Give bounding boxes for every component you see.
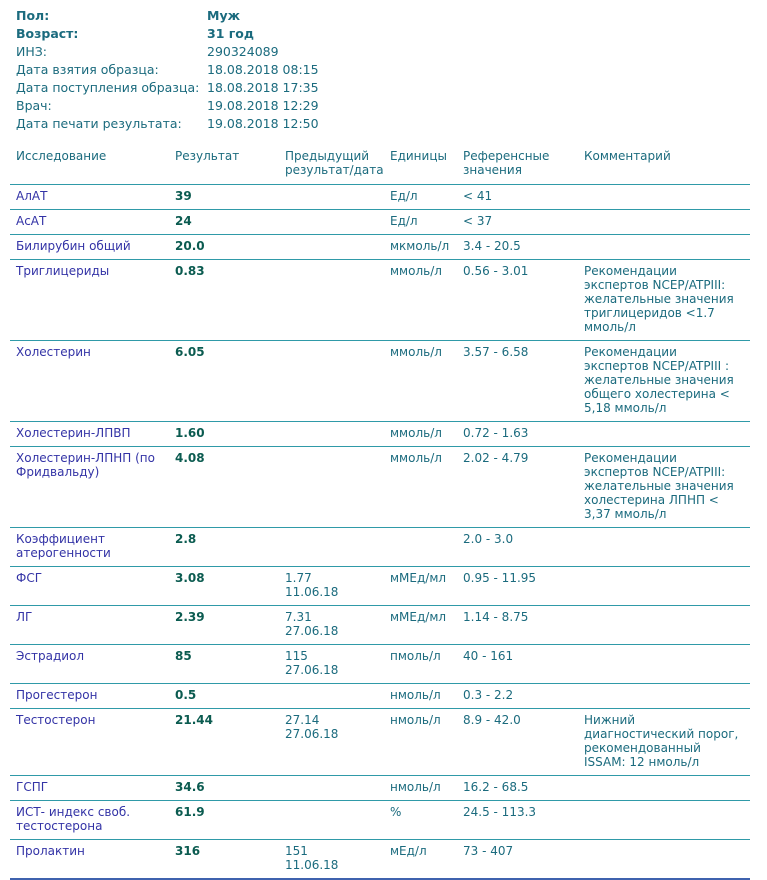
reference-cell: 73 - 407 bbox=[463, 840, 584, 880]
previous-result-cell bbox=[285, 840, 390, 880]
previous-result-cell bbox=[285, 210, 390, 235]
table-row bbox=[10, 210, 750, 235]
reference-cell: 2.02 - 4.79 bbox=[463, 447, 584, 528]
patient-row bbox=[16, 25, 767, 43]
previous-result-date: 11.06.18 bbox=[285, 585, 339, 599]
table-row bbox=[10, 447, 750, 528]
patient-field-value: 19.08.2018 12:29 bbox=[207, 98, 319, 113]
reference-cell: 3.4 - 20.5 bbox=[463, 235, 584, 260]
comment-cell bbox=[584, 776, 750, 801]
result-cell: 0.83 bbox=[175, 260, 285, 341]
column-header-units: Единицы bbox=[390, 146, 463, 185]
column-header-test: Исследование bbox=[10, 146, 175, 185]
units-cell: ммоль/л bbox=[390, 260, 463, 341]
comment-cell bbox=[584, 801, 750, 840]
comment-cell bbox=[584, 528, 750, 567]
patient-row bbox=[16, 43, 767, 61]
result-cell: 21.44 bbox=[175, 709, 285, 776]
column-header-result: Результат bbox=[175, 146, 285, 185]
previous-result-value: 7.31 bbox=[285, 610, 312, 624]
table-row bbox=[10, 709, 750, 776]
previous-result-cell bbox=[285, 447, 390, 528]
column-header-comment: Комментарий bbox=[584, 146, 750, 185]
table-row bbox=[10, 801, 750, 840]
comment-cell bbox=[584, 645, 750, 684]
result-cell: 2.39 bbox=[175, 606, 285, 645]
previous-result-cell bbox=[285, 567, 390, 606]
units-cell: мкмоль/л bbox=[390, 235, 463, 260]
test-name-cell: ИСТ- индекс своб. тестостерона bbox=[10, 801, 175, 840]
previous-result-date: 27.06.18 bbox=[285, 727, 339, 741]
result-cell: 1.60 bbox=[175, 422, 285, 447]
test-name-cell: Билирубин общий bbox=[10, 235, 175, 260]
reference-cell: 8.9 - 42.0 bbox=[463, 709, 584, 776]
patient-field-value: 19.08.2018 12:50 bbox=[207, 116, 319, 131]
table-row bbox=[10, 776, 750, 801]
test-name-cell: ЛГ bbox=[10, 606, 175, 645]
units-cell: Ед/л bbox=[390, 210, 463, 235]
result-cell: 2.8 bbox=[175, 528, 285, 567]
previous-result-value: 115 bbox=[285, 649, 308, 663]
units-cell: нмоль/л bbox=[390, 776, 463, 801]
results-table bbox=[10, 146, 750, 880]
column-header-previous: Предыдущий результат/дата bbox=[285, 146, 390, 185]
result-cell: 3.08 bbox=[175, 567, 285, 606]
comment-cell bbox=[584, 185, 750, 210]
units-cell: ммоль/л bbox=[390, 422, 463, 447]
test-name-cell: Эстрадиол bbox=[10, 645, 175, 684]
comment-cell bbox=[584, 840, 750, 880]
units-cell: пмоль/л bbox=[390, 645, 463, 684]
test-name-cell: ГСПГ bbox=[10, 776, 175, 801]
result-cell: 85 bbox=[175, 645, 285, 684]
previous-result-cell bbox=[285, 260, 390, 341]
table-row bbox=[10, 567, 750, 606]
table-row bbox=[10, 528, 750, 567]
reference-cell: 0.3 - 2.2 bbox=[463, 684, 584, 709]
reference-cell: 0.56 - 3.01 bbox=[463, 260, 584, 341]
result-cell: 20.0 bbox=[175, 235, 285, 260]
previous-result-value: 1.77 bbox=[285, 571, 312, 585]
table-row bbox=[10, 606, 750, 645]
comment-cell bbox=[584, 606, 750, 645]
test-name-cell: АлАТ bbox=[10, 185, 175, 210]
test-name-cell: Прогестерон bbox=[10, 684, 175, 709]
previous-result-cell bbox=[285, 709, 390, 776]
test-name-cell: Холестерин-ЛПВП bbox=[10, 422, 175, 447]
units-cell bbox=[390, 528, 463, 567]
previous-result-cell bbox=[285, 185, 390, 210]
units-cell: мМЕд/мл bbox=[390, 567, 463, 606]
previous-result-cell bbox=[285, 776, 390, 801]
result-cell: 24 bbox=[175, 210, 285, 235]
previous-result-date: 27.06.18 bbox=[285, 624, 339, 638]
previous-result-date: 27.06.18 bbox=[285, 663, 339, 677]
reference-cell: 0.95 - 11.95 bbox=[463, 567, 584, 606]
patient-field-value: 18.08.2018 17:35 bbox=[207, 80, 319, 95]
result-cell: 0.5 bbox=[175, 684, 285, 709]
column-header-reference: Референсные значения bbox=[463, 146, 584, 185]
patient-field-value: 31 год bbox=[207, 26, 254, 41]
reference-cell: 3.57 - 6.58 bbox=[463, 341, 584, 422]
previous-result-cell bbox=[285, 235, 390, 260]
patient-row bbox=[16, 7, 767, 25]
test-name-cell: Триглицериды bbox=[10, 260, 175, 341]
patient-field-label: ИНЗ: bbox=[16, 44, 47, 59]
previous-result-value: 151 bbox=[285, 844, 308, 858]
table-row bbox=[10, 260, 750, 341]
test-name-cell: ФСГ bbox=[10, 567, 175, 606]
comment-cell: Нижний диагностический порог, рекомендованный ISSAM: 12 нмоль/л bbox=[584, 709, 750, 776]
units-cell: нмоль/л bbox=[390, 684, 463, 709]
patient-field-label: Возраст: bbox=[16, 26, 79, 41]
patient-field-label: Дата взятия образца: bbox=[16, 62, 159, 77]
units-cell: мЕд/л bbox=[390, 840, 463, 880]
comment-cell bbox=[584, 567, 750, 606]
patient-row bbox=[16, 97, 767, 115]
reference-cell: < 37 bbox=[463, 210, 584, 235]
test-name-cell: Тестостерон bbox=[10, 709, 175, 776]
patient-row bbox=[16, 115, 767, 133]
table-row bbox=[10, 341, 750, 422]
reference-cell: 0.72 - 1.63 bbox=[463, 422, 584, 447]
comment-cell bbox=[584, 210, 750, 235]
previous-result-cell bbox=[285, 528, 390, 567]
comment-cell bbox=[584, 684, 750, 709]
result-cell: 61.9 bbox=[175, 801, 285, 840]
comment-cell bbox=[584, 235, 750, 260]
reference-cell: 40 - 161 bbox=[463, 645, 584, 684]
reference-cell: 2.0 - 3.0 bbox=[463, 528, 584, 567]
patient-row bbox=[16, 61, 767, 79]
table-row bbox=[10, 185, 750, 210]
patient-field-value: Муж bbox=[207, 8, 241, 23]
comment-cell: Рекомендации экспертов NCEP/ATPIII: желательные значения триглицеридов <1.7 ммоль/л bbox=[584, 260, 750, 341]
test-name-cell: Холестерин-ЛПНП (по Фридвальду) bbox=[10, 447, 175, 528]
reference-cell: 16.2 - 68.5 bbox=[463, 776, 584, 801]
reference-cell: 1.14 - 8.75 bbox=[463, 606, 584, 645]
result-cell: 316 bbox=[175, 840, 285, 880]
reference-cell: 24.5 - 113.3 bbox=[463, 801, 584, 840]
test-name-cell: Коэффициент атерогенности bbox=[10, 528, 175, 567]
table-header-row bbox=[10, 146, 750, 185]
patient-info bbox=[0, 7, 767, 133]
previous-result-cell bbox=[285, 645, 390, 684]
result-cell: 34.6 bbox=[175, 776, 285, 801]
patient-field-value: 290324089 bbox=[207, 44, 279, 59]
comment-cell bbox=[584, 422, 750, 447]
result-cell: 39 bbox=[175, 185, 285, 210]
previous-result-cell bbox=[285, 801, 390, 840]
patient-field-label: Дата печати результата: bbox=[16, 116, 182, 131]
patient-field-label: Врач: bbox=[16, 98, 52, 113]
table-row bbox=[10, 645, 750, 684]
previous-result-value: 27.14 bbox=[285, 713, 320, 727]
comment-cell: Рекомендации экспертов NCEP/ATPIII : желательные значения общего холестерина < 5,18 ммоль/л bbox=[584, 341, 750, 422]
patient-field-value: 18.08.2018 08:15 bbox=[207, 62, 319, 77]
units-cell: ммоль/л bbox=[390, 341, 463, 422]
units-cell: ммоль/л bbox=[390, 447, 463, 528]
table-row bbox=[10, 422, 750, 447]
previous-result-cell bbox=[285, 606, 390, 645]
result-cell: 6.05 bbox=[175, 341, 285, 422]
patient-row bbox=[16, 79, 767, 97]
units-cell: мМЕд/мл bbox=[390, 606, 463, 645]
table-row bbox=[10, 840, 750, 880]
units-cell: нмоль/л bbox=[390, 709, 463, 776]
test-name-cell: Пролактин bbox=[10, 840, 175, 880]
test-name-cell: Холестерин bbox=[10, 341, 175, 422]
previous-result-cell bbox=[285, 684, 390, 709]
units-cell: Ед/л bbox=[390, 185, 463, 210]
units-cell: % bbox=[390, 801, 463, 840]
patient-field-label: Пол: bbox=[16, 8, 50, 23]
result-cell: 4.08 bbox=[175, 447, 285, 528]
previous-result-date: 11.06.18 bbox=[285, 858, 339, 872]
patient-field-label: Дата поступления образца: bbox=[16, 80, 200, 95]
previous-result-cell bbox=[285, 341, 390, 422]
comment-cell: Рекомендации экспертов NCEP/ATPIII: желательные значения холестерина ЛПНП < 3,37 ммоль/л bbox=[584, 447, 750, 528]
table-row bbox=[10, 684, 750, 709]
results-body bbox=[10, 185, 750, 880]
reference-cell: < 41 bbox=[463, 185, 584, 210]
test-name-cell: АсАТ bbox=[10, 210, 175, 235]
previous-result-cell bbox=[285, 422, 390, 447]
table-row bbox=[10, 235, 750, 260]
